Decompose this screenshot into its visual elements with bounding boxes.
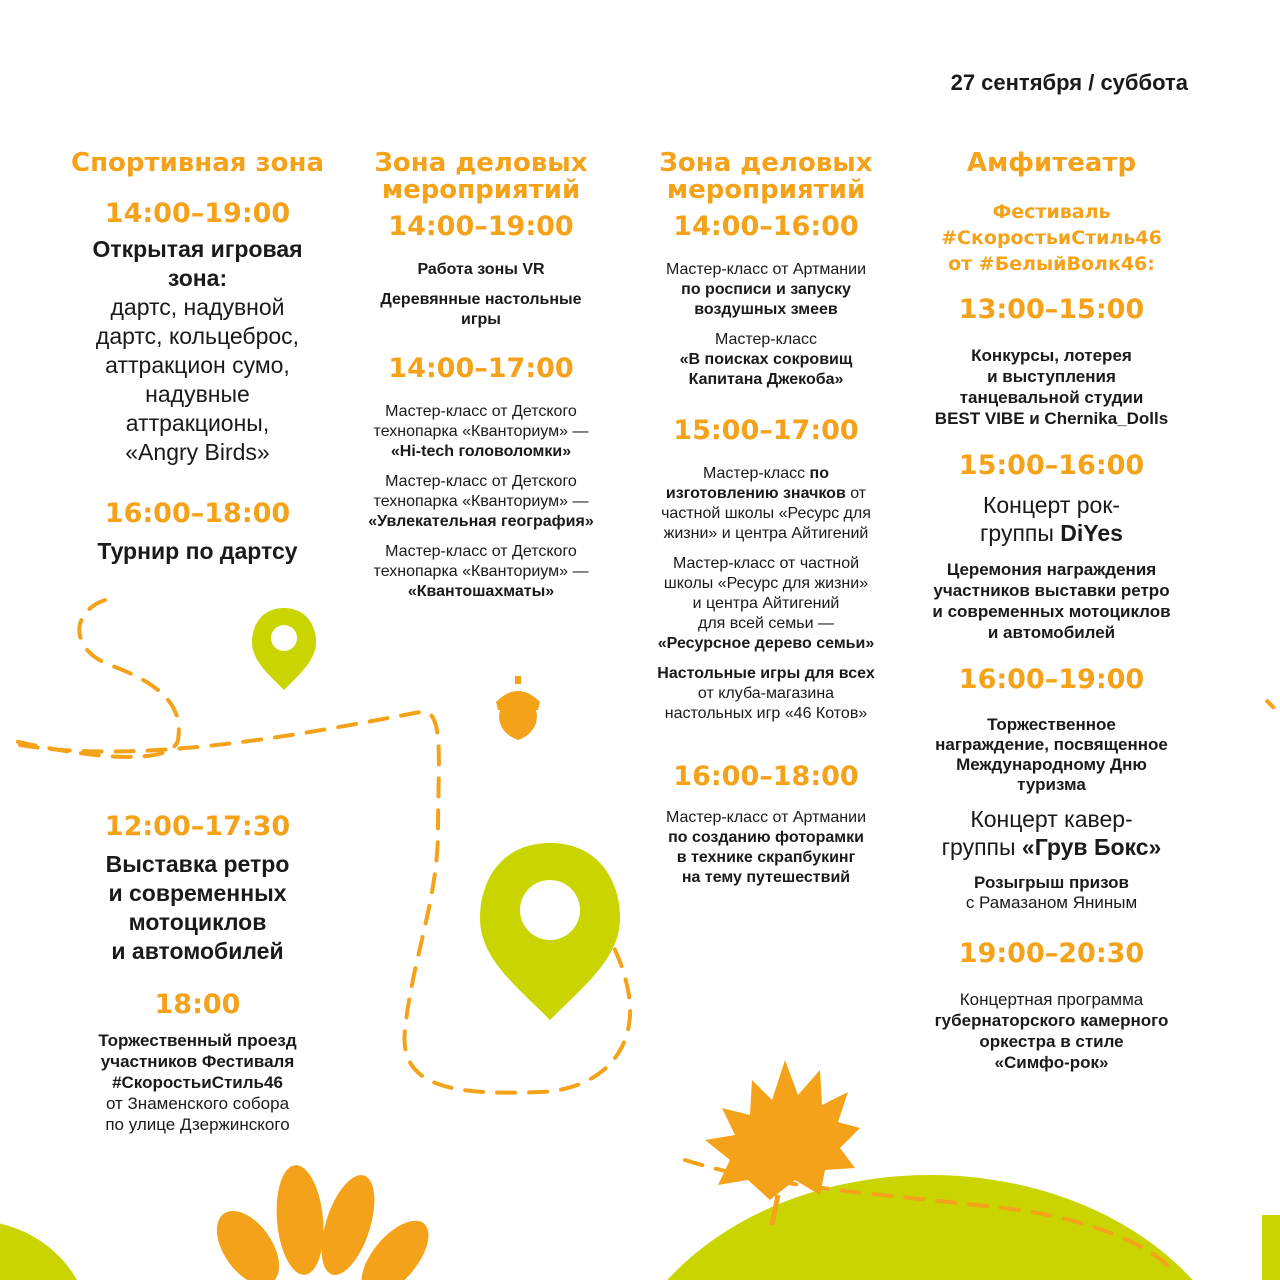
time-slot: 13:00–15:00 — [958, 294, 1145, 325]
sport-zone-lower — [60, 812, 335, 1135]
event-title: Открытая игровая зона: — [92, 236, 303, 291]
event-title: Выставка ретро и современных мотоциклов и автомобилей — [105, 851, 290, 964]
sport-zone-column — [60, 150, 335, 566]
time-slot: 16:00–19:00 — [958, 664, 1145, 695]
map-pin-icon — [480, 843, 620, 1020]
event-title: Концерт рок- группы DiYes — [980, 492, 1123, 546]
flower-petals-icon — [204, 1163, 441, 1280]
event-description: Церемония награждения участников выставки ретро и современных мотоциклов и автомобилей — [932, 560, 1171, 642]
time-slot: 14:00–17:00 — [388, 353, 574, 384]
event-description: Мастер-класс от Артмании по росписи и запуску воздушных змеев — [665, 261, 866, 318]
time-slot: 14:00–19:00 — [388, 211, 574, 242]
zone-title: Зона деловых мероприятий — [374, 148, 588, 205]
zone-title: Зона деловых мероприятий — [659, 148, 873, 205]
business-zone-column-1 — [340, 150, 622, 602]
event-description: Мастер-класс от Детского технопарка «Кванториум» — «Hi-tech головоломки» — [373, 403, 589, 460]
business-zone-column-2 — [625, 150, 907, 888]
event-description: Торжественный проезд участников Фестиваля #СкоростьиСтиль46 от Знаменского собора по улице Дзержинского — [98, 1031, 297, 1134]
map-pin-icon — [252, 608, 316, 690]
time-slot: 14:00–16:00 — [673, 211, 859, 242]
event-title: Турнир по дартсу — [97, 538, 298, 564]
event-description: Мастер-класс от Детского технопарка «Кванториум» — «Квантошахматы» — [373, 543, 589, 600]
acorn-icon — [496, 676, 540, 740]
event-description: Розыгрыш призов с Рамазаном Яниным — [965, 873, 1138, 912]
event-description: дартс, надувной дартс, кольцеброс, аттракцион сумо, надувные аттракционы, «Angry Birds» — [95, 294, 300, 465]
event-description: Мастер-класс от Артмании по созданию фоторамки в технике скрапбукинг на тему путешествий — [665, 809, 866, 886]
festival-subtitle: Фестиваль #СкоростьиСтиль46 от #БелыйВолк46: — [941, 201, 1162, 275]
zone-title: Спортивная зона — [71, 148, 324, 178]
event-description: Настольные игры для всех от клуба-магазина настольных игр «46 Котов» — [657, 665, 875, 722]
event-description: Мастер-класс «В поисках сокровищ Капитана Джекоба» — [679, 331, 853, 388]
time-slot: 18:00 — [154, 989, 241, 1020]
time-slot: 12:00–17:30 — [104, 811, 291, 842]
zone-title: Амфитеатр — [966, 148, 1137, 178]
event-description: Мастер-класс от Детского технопарка «Кванториум» — «Увлекательная география» — [368, 473, 594, 530]
time-slot: 19:00–20:30 — [958, 938, 1145, 969]
event-description: Работа зоны VR — [417, 261, 545, 278]
time-slot: 14:00–19:00 — [104, 198, 291, 229]
event-description: Мастер-класс от частной школы «Ресурс для жизни» и центра Айтигений для всей семьи — «Ресурсное дерево семьи» — [657, 555, 875, 652]
amphitheatre-column — [908, 150, 1195, 1073]
event-description: Торжественное награждение, посвященное Международному Дню туризма — [935, 715, 1168, 794]
green-edge-right — [1262, 1215, 1280, 1280]
time-slot: 16:00–18:00 — [673, 761, 859, 792]
event-description: Деревянные настольные игры — [380, 291, 582, 328]
event-description: Мастер-класс по изготовлению значков от частной школы «Ресурс для жизни» и центра Айтигений — [661, 465, 871, 542]
event-date: 27 сентября / суббота — [950, 70, 1188, 95]
event-title: Концерт кавер- группы «Грув Бокс» — [941, 806, 1162, 860]
green-hill-right — [610, 1175, 1250, 1280]
time-slot: 16:00–18:00 — [104, 498, 291, 529]
event-description: Конкурсы, лотерея и выступления танцевальной студии BEST VIBE и Chernika_Dolls — [934, 346, 1169, 428]
green-hill-left — [0, 1220, 90, 1280]
event-description: Концертная программа губернаторского камерного оркестра в стиле «Симфо-рок» — [934, 990, 1169, 1072]
time-slot: 15:00–16:00 — [958, 450, 1145, 481]
dashed-route-edge — [1266, 700, 1280, 714]
time-slot: 15:00–17:00 — [673, 415, 859, 446]
